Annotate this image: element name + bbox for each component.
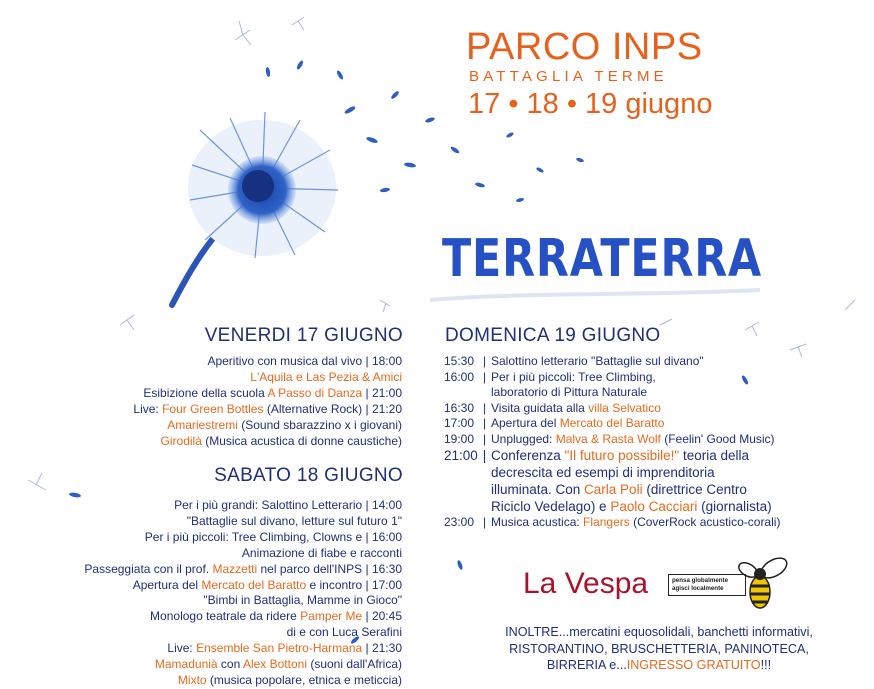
program-text: (suoni dall'Africa) — [307, 657, 402, 672]
highlight-text: "Il futuro possibile!" — [564, 448, 680, 463]
event-town-subtitle: BATTAGLIA TERME — [469, 68, 668, 85]
program-row — [444, 515, 780, 531]
program-text: (Musica acustica di donne caustiche) — [201, 433, 402, 448]
program-line — [449, 624, 869, 641]
program-line — [133, 402, 402, 418]
time-separator: | — [482, 416, 487, 430]
footer-notes — [449, 624, 869, 674]
time-separator — [478, 464, 491, 481]
program-line — [84, 530, 402, 546]
program-description — [491, 401, 661, 417]
program-time: 19:00 — [444, 431, 475, 446]
program-text: (giornalista) — [697, 499, 772, 514]
program-text: (direttrice Centro — [642, 482, 747, 497]
program-line — [84, 578, 402, 594]
program-text: Per i più grandi: Salottino Letterario | 14:00 — [174, 498, 402, 512]
time-separator — [478, 385, 491, 401]
program-time: 16:00 — [444, 369, 475, 384]
program-row — [444, 354, 780, 370]
program-text: Apertura del — [132, 577, 202, 592]
program-text: !!! — [760, 658, 772, 672]
program-row — [444, 481, 780, 498]
program-time: 21:00 — [444, 448, 478, 463]
event-location-title: PARCO INPS — [466, 26, 703, 68]
program-line — [84, 498, 402, 514]
program-time — [444, 464, 478, 481]
program-text: RISTORANTINO, BRUSCHETTERIA, PANINOTECA, — [509, 641, 809, 656]
highlight-text: Mixto — [177, 672, 207, 687]
program-text: | 21:30 — [362, 641, 402, 656]
highlight-text: Flangers — [583, 515, 630, 529]
sponsor-logo-text: La Vespa — [523, 567, 649, 600]
program-text: laboratorio di Pittura Naturale — [491, 385, 648, 399]
program-text: illuminata. Con — [491, 482, 585, 497]
highlight-text: Paolo Cacciari — [610, 499, 698, 514]
time-separator: | — [482, 354, 487, 368]
highlight-text: Mamadunià — [154, 657, 218, 672]
flower-head-shape — [188, 112, 338, 258]
program-description — [491, 354, 704, 370]
saturday-program — [84, 498, 402, 689]
program-description — [491, 498, 772, 515]
highlight-text: Amariestremi — [167, 417, 238, 432]
time-separator: | — [482, 369, 487, 384]
terraterra-logo-text: TERRATERRA — [442, 229, 762, 289]
program-line — [133, 386, 402, 402]
program-text: Visita guidata alla — [491, 400, 589, 415]
sponsor-tagline-box — [668, 574, 746, 596]
program-row — [444, 416, 780, 432]
terraterra-logo — [440, 214, 770, 294]
program-text: (CoverRock acustico-corali) — [629, 515, 781, 529]
program-line — [84, 514, 402, 530]
program-text: Salottino letterario "Battaglie sul divano" — [491, 354, 704, 368]
program-text: | 20:45 — [362, 609, 402, 624]
program-text: di e con Luca Serafini — [286, 625, 402, 640]
highlight-text: Mazzetti — [212, 561, 258, 576]
highlight-text: Pamper Me — [300, 609, 363, 624]
program-text: Apertura del — [491, 416, 560, 430]
program-row — [444, 385, 780, 401]
program-line — [133, 418, 402, 434]
program-text: INOLTRE...mercatini equosolidali, banchetti informativi, — [505, 625, 813, 639]
program-text: Live: — [133, 401, 163, 416]
program-text: Esibizione della scuola — [143, 385, 268, 400]
program-text: BIRRERIA e... — [546, 658, 627, 672]
program-description — [491, 447, 749, 464]
sponsor-tagline-line2: agisci localmente — [672, 585, 724, 592]
program-line — [84, 593, 402, 609]
program-text: Conferenza — [491, 448, 565, 463]
program-time: 16:30 — [444, 400, 475, 415]
program-row — [444, 447, 780, 464]
program-text: decrescita ed esempi di imprenditoria — [491, 465, 715, 480]
event-dates: 17 • 18 • 19 giugno — [468, 88, 713, 120]
program-text: teoria della — [679, 448, 749, 463]
program-time: 15:30 — [444, 354, 475, 368]
program-text: Monologo teatrale da ridere — [150, 609, 301, 624]
program-row — [444, 498, 780, 515]
program-text: nel parco dell'INPS | 16:30 — [257, 561, 402, 576]
highlight-text: Mercato del Baratto — [201, 577, 307, 592]
friday-program — [133, 354, 402, 449]
program-text: con — [217, 657, 243, 672]
sunday-program — [444, 354, 780, 531]
highlight-text: Girodilà — [160, 433, 202, 448]
highlight-text: Ensemble San Pietro-Harmana — [196, 641, 363, 656]
program-description — [491, 416, 664, 432]
program-text: Per i più piccoli: Tree Climbing, Clowns e | 16:00 — [144, 529, 402, 544]
sunday-heading: DOMENICA 19 GIUGNO — [445, 325, 661, 346]
time-separator: | — [482, 431, 487, 446]
program-description — [491, 515, 780, 531]
highlight-text: Carla Poli — [584, 482, 643, 497]
highlight-text: Mercato del Baratto — [559, 416, 665, 430]
program-line — [449, 657, 869, 674]
friday-heading: VENERDI 17 GIUGNO — [204, 325, 403, 346]
program-description — [491, 481, 747, 498]
program-text: (musica popolare, etnica e meticcia) — [206, 672, 402, 687]
program-line — [84, 546, 402, 562]
program-line — [84, 657, 402, 673]
program-row — [444, 432, 780, 448]
saturday-heading: SABATO 18 GIUGNO — [214, 465, 403, 486]
program-time: 17:00 — [444, 416, 475, 430]
program-text: | 21:00 — [362, 385, 402, 400]
time-separator — [478, 498, 491, 515]
program-description — [491, 370, 656, 386]
program-line — [84, 641, 402, 657]
program-time — [444, 385, 478, 401]
program-text: Unplugged: — [491, 431, 556, 446]
time-separator — [478, 481, 491, 498]
program-text: Musica acustica: — [491, 515, 584, 529]
program-row — [444, 370, 780, 386]
highlight-text: villa Selvatico — [588, 400, 661, 415]
program-time: 23:00 — [444, 515, 475, 529]
time-separator: | — [482, 400, 487, 415]
program-time — [444, 498, 478, 515]
program-text: "Battaglie sul divano, letture sul futuro 1" — [186, 513, 402, 528]
program-line — [84, 673, 402, 689]
program-row — [444, 464, 780, 481]
program-description — [491, 385, 647, 401]
highlight-text: L'Aquila e Las Pezia & Amici — [250, 369, 402, 384]
program-text: Per i più piccoli: Tree Climbing, — [491, 369, 656, 384]
program-line — [133, 434, 402, 450]
program-line — [84, 609, 402, 625]
program-time — [444, 481, 478, 498]
program-description — [491, 432, 775, 448]
program-text: Animazione di fiabe e racconti — [241, 545, 402, 560]
program-text: Aperitivo con musica dal vivo | 18:00 — [207, 354, 402, 368]
program-line — [133, 354, 402, 370]
program-text: Passeggiata con il prof. — [84, 561, 213, 576]
highlight-text: Malva & Rasta Wolf — [555, 431, 661, 446]
highlight-text: A Passo di Danza — [267, 385, 363, 400]
program-line — [84, 625, 402, 641]
program-line — [449, 641, 869, 658]
program-text: Riciclo Vedelago) e — [491, 499, 611, 514]
time-separator: | — [482, 448, 487, 463]
program-line — [133, 370, 402, 386]
program-text: (Alternative Rock) | 21:20 — [263, 401, 402, 416]
program-text: "Bimbi in Battaglia, Mamme in Gioco" — [203, 593, 402, 608]
program-line — [84, 562, 402, 578]
program-text: e incontro | 17:00 — [306, 577, 402, 592]
program-text: (Feelin' Good Music) — [660, 431, 775, 446]
highlight-text: INGRESSO GRATUITO — [626, 658, 761, 672]
time-separator: | — [482, 515, 487, 529]
program-text: (Sound sbarazzino x i giovani) — [237, 417, 402, 432]
highlight-text: Alex Bottoni — [242, 657, 307, 672]
program-text: Live: — [167, 641, 197, 656]
program-description — [491, 464, 715, 481]
program-row — [444, 401, 780, 417]
sponsor-tagline-line1: pensa globalmente — [672, 577, 729, 584]
highlight-text: Four Green Bottles — [162, 401, 264, 416]
